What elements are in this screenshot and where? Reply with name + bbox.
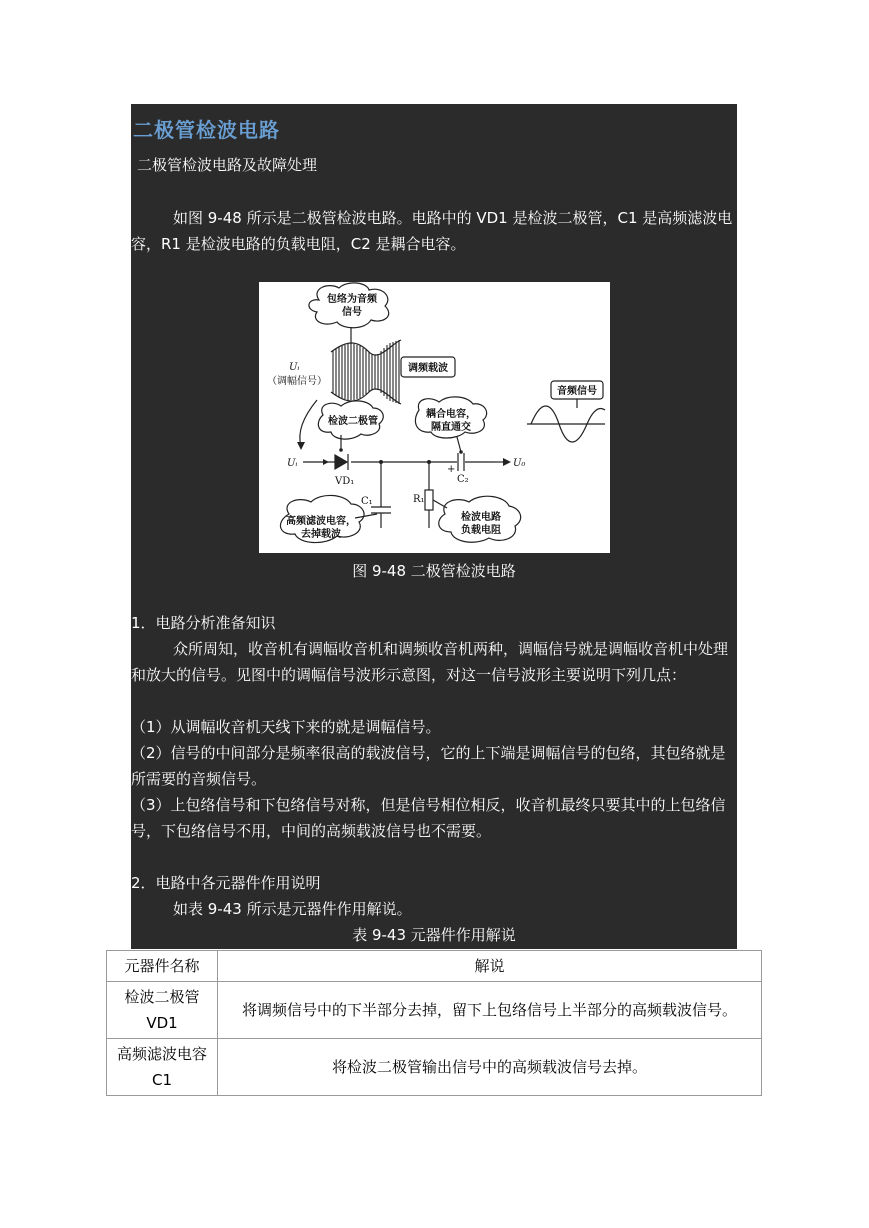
coupling-label-2: 隔直通交 bbox=[431, 422, 471, 433]
table-header-row bbox=[107, 951, 762, 982]
table-row bbox=[107, 1039, 762, 1096]
hf-filter-label-1: 高频滤波电容， bbox=[286, 516, 356, 527]
circuit-diagram bbox=[259, 282, 610, 553]
section1-point-2: （2）信号的中间部分是频率很高的载波信号，它的上下端是调幅信号的包络，其包络就是所需要的音频信号。 bbox=[131, 744, 726, 788]
c2-plus-label: + bbox=[447, 464, 456, 475]
input-label: Uᵢ bbox=[287, 458, 298, 469]
table-cell-name: 检波二极管 VD1 bbox=[107, 982, 218, 1039]
coupling-label-1: 耦合电容， bbox=[426, 409, 476, 420]
r1-label: R₁ bbox=[413, 494, 425, 505]
section1-point-1: （1）从调幅收音机天线下来的就是调幅信号。 bbox=[131, 718, 441, 736]
subtitle: 二极管检波电路及故障处理 bbox=[137, 156, 318, 174]
components-table bbox=[106, 950, 762, 1096]
table-cell-name: 高频滤波电容 C1 bbox=[107, 1039, 218, 1096]
table-caption: 表 9-43 元器件作用解说 bbox=[352, 926, 516, 944]
section1-point-3: （3）上包络信号和下包络信号对称，但是信号相位相反，收音机最终只要其中的上包络信号，下包络信号不用，中间的高频载波信号也不需要。 bbox=[131, 796, 726, 840]
section1-body: 众所周知，收音机有调幅收音机和调频收音机两种，调幅信号就是调幅收音机中处理和放大的信号。见图中的调幅信号波形示意图，对这一信号波形主要说明下列几点： bbox=[131, 640, 729, 684]
table-cell-desc: 将检波二极管输出信号中的高频载波信号去掉。 bbox=[218, 1039, 762, 1096]
envelope-label-1: 包络为音频 bbox=[327, 294, 377, 305]
section1-heading: 1．电路分析准备知识 bbox=[131, 614, 276, 632]
figure-caption: 图 9-48 二极管检波电路 bbox=[352, 562, 516, 580]
envelope-bubble bbox=[309, 283, 389, 328]
table-header-name: 元器件名称 bbox=[107, 951, 218, 982]
table-row bbox=[107, 982, 762, 1039]
fm-wave-label: 调频载波 bbox=[408, 363, 448, 374]
input-arrow bbox=[300, 400, 317, 446]
load-label-2: 负载电阻 bbox=[461, 525, 501, 536]
section2-heading: 2．电路中各元器件作用说明 bbox=[131, 874, 321, 892]
hf-filter-label-2: 去掉载波 bbox=[301, 529, 341, 540]
audio-signal-label: 音频信号 bbox=[557, 386, 597, 397]
section2-body: 如表 9-43 所示是元器件作用解说。 bbox=[173, 900, 412, 918]
output-label: U₀ bbox=[513, 458, 526, 469]
vd1-label: VD₁ bbox=[335, 476, 355, 487]
load-label-1: 检波电路 bbox=[461, 512, 501, 523]
ui-label: Uᵢ bbox=[289, 362, 300, 373]
r1-resistor bbox=[425, 490, 433, 510]
article-panel bbox=[131, 104, 737, 949]
diode-symbol bbox=[335, 455, 347, 469]
envelope-label-2: 信号 bbox=[342, 307, 362, 318]
c1-label: C₁ bbox=[361, 496, 373, 507]
diode-bubble-label: 检波二极管 bbox=[328, 416, 378, 427]
table-cell-desc: 将调频信号中的下半部分去掉，留下上包络信号上半部分的高频载波信号。 bbox=[218, 982, 762, 1039]
circuit-figure bbox=[259, 282, 610, 553]
c2-label: C₂ bbox=[457, 474, 469, 485]
am-signal-label: （调幅信号） bbox=[267, 376, 327, 387]
table-header-desc: 解说 bbox=[218, 951, 762, 982]
page-title: 二极管检波电路 bbox=[133, 118, 280, 142]
intro-paragraph: 如图 9-48 所示是二极管检波电路。电路中的 VD1 是检波二极管，C1 是高频滤波电容，R1 是检波电路的负载电阻，C2 是耦合电容。 bbox=[131, 209, 733, 253]
